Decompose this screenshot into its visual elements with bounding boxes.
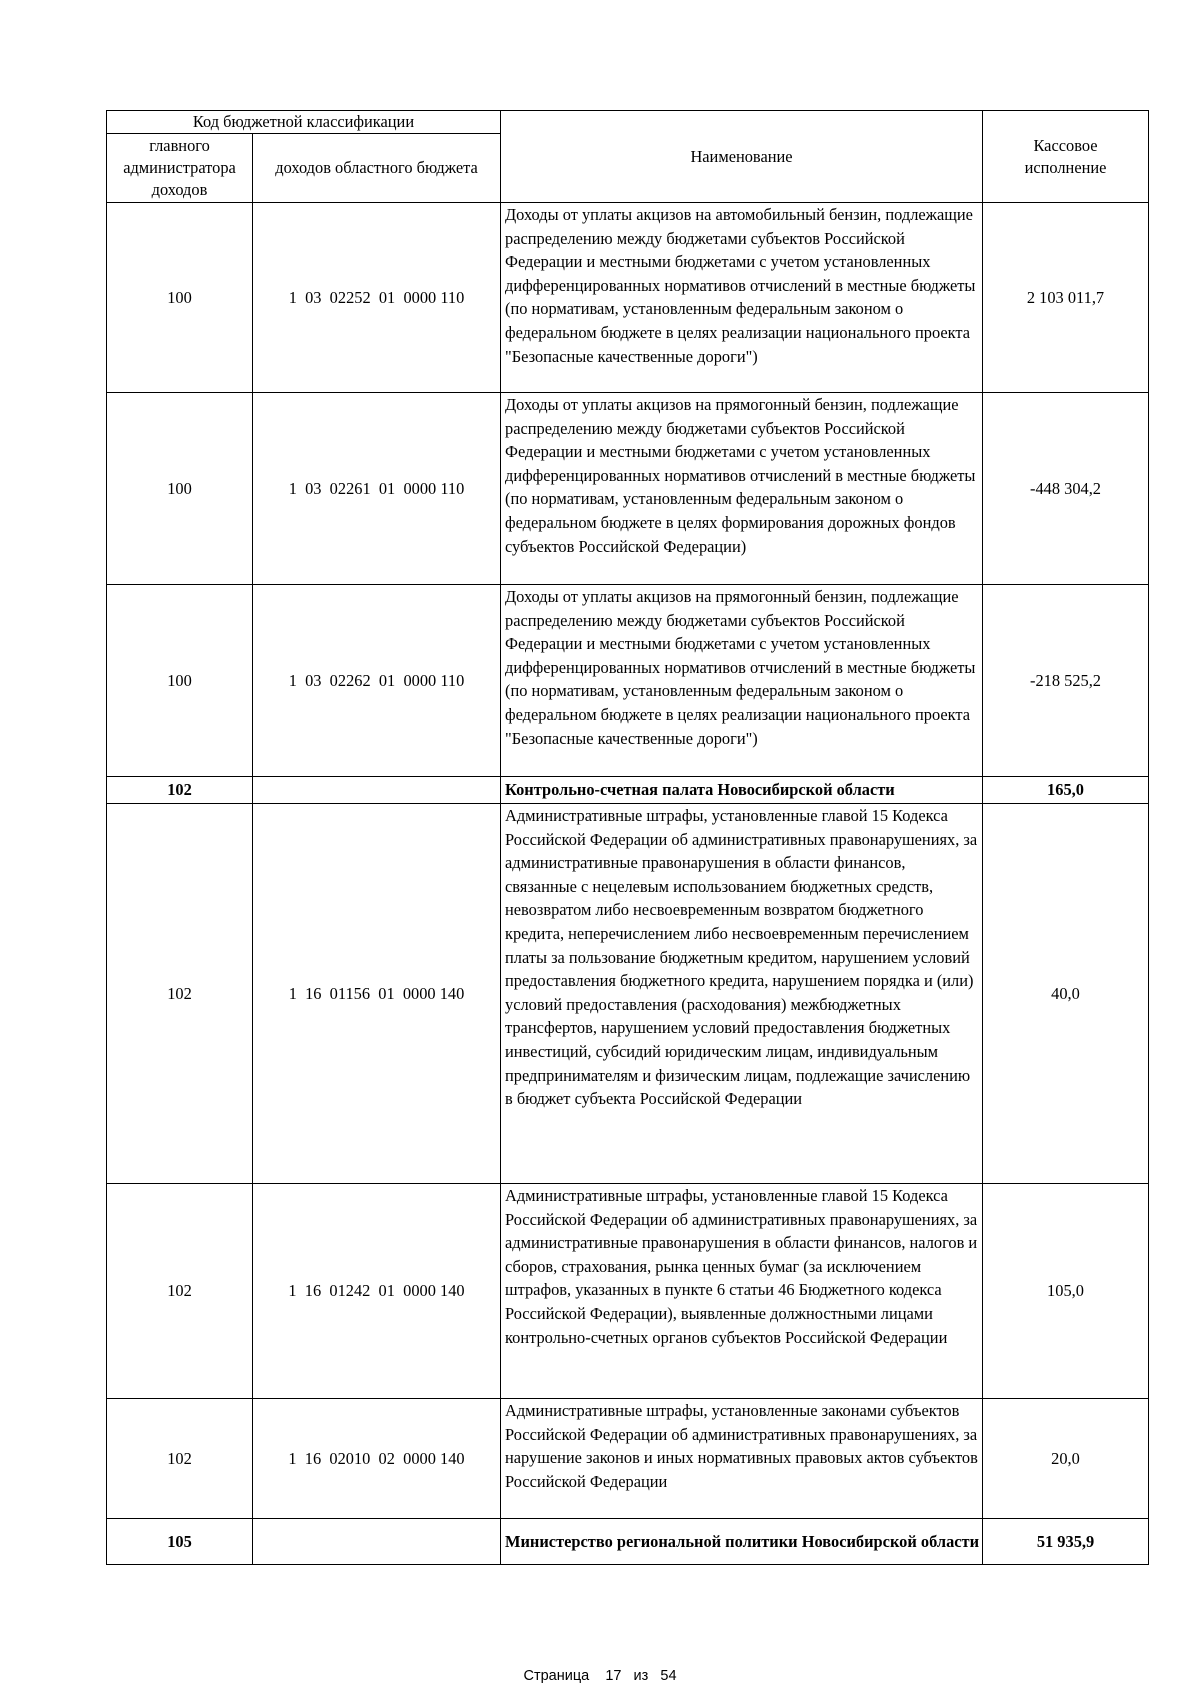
administrator-name-cell: Контрольно-счетная палата Новосибирской области — [501, 777, 983, 804]
header-budget-classification-code: Код бюджетной классификации — [107, 111, 501, 134]
amount-cell: 2 103 011,7 — [983, 203, 1149, 393]
header-cash-execution: Кассовое исполнение — [983, 111, 1149, 203]
page-of-label: из — [633, 1668, 649, 1684]
page-label: Страница — [523, 1668, 590, 1684]
amount-cell: -218 525,2 — [983, 585, 1149, 777]
amount-cell: 105,0 — [983, 1184, 1149, 1399]
income-code-cell: 1 16 01156 01 0000 140 — [253, 804, 501, 1184]
admin-code-cell: 102 — [107, 1184, 253, 1399]
income-code-cell — [253, 777, 501, 804]
admin-code-cell: 102 — [107, 777, 253, 804]
page-number: 17 — [605, 1668, 622, 1684]
amount-cell: -448 304,2 — [983, 393, 1149, 585]
amount-cell: 20,0 — [983, 1399, 1149, 1519]
income-code-cell: 1 03 02261 01 0000 110 — [253, 393, 501, 585]
income-name-cell: Доходы от уплаты акцизов на прямогонный бензин, подлежащие распределению между бюджетами субъектов Российской Федерации и местными бюджетами с учетом установленных дифференцированных нормативов отчислений в местные бюджеты (по нормативам, установленным федеральным законом о федеральном бюджете в целях формирования дорожных фондов субъектов Российской Федерации) — [501, 393, 983, 585]
admin-code-cell: 102 — [107, 1399, 253, 1519]
income-code-cell: 1 16 02010 02 0000 140 — [253, 1399, 501, 1519]
header-row-top — [107, 111, 1149, 134]
income-code-cell: 1 03 02262 01 0000 110 — [253, 585, 501, 777]
admin-code-cell: 100 — [107, 203, 253, 393]
table-row — [107, 1184, 1149, 1399]
page-footer — [0, 1668, 1200, 1684]
income-name-cell: Административные штрафы, установленные главой 15 Кодекса Российской Федерации об административных правонарушениях, за административные правонарушения в области финансов, налогов и сборов, страхования, рынка ценных бумаг (за исключением штрафов, указанных в пункте 6 статьи 46 Бюджетного кодекса Российской Федерации), выявленные должностными лицами контрольно-счетных органов субъектов Российской Федерации — [501, 1184, 983, 1399]
table-row — [107, 585, 1149, 777]
income-name-cell: Доходы от уплаты акцизов на автомобильный бензин, подлежащие распределению между бюджетами субъектов Российской Федерации и местными бюджетами с учетом установленных дифференцированных нормативов отчислений в местные бюджеты (по нормативам, установленным федеральным законом о федеральном бюджете в целях реализации национального проекта "Безопасные качественные дороги") — [501, 203, 983, 393]
table-row — [107, 1399, 1149, 1519]
header-chief-administrator: главного администратора доходов — [107, 134, 253, 203]
page-total: 54 — [660, 1668, 677, 1684]
amount-cell: 51 935,9 — [983, 1519, 1149, 1565]
income-name-cell: Доходы от уплаты акцизов на прямогонный бензин, подлежащие распределению между бюджетами субъектов Российской Федерации и местными бюджетами с учетом установленных дифференцированных нормативов отчислений в местные бюджеты (по нормативам, установленным федеральным законом о федеральном бюджете в целях реализации национального проекта "Безопасные качественные дороги") — [501, 585, 983, 777]
amount-cell: 40,0 — [983, 804, 1149, 1184]
amount-cell: 165,0 — [983, 777, 1149, 804]
admin-code-cell: 100 — [107, 393, 253, 585]
table-row — [107, 203, 1149, 393]
budget-income-table — [106, 110, 1149, 1565]
income-name-cell: Административные штрафы, установленные главой 15 Кодекса Российской Федерации об административных правонарушениях, за административные правонарушения в области финансов, связанные с нецелевым использованием бюджетных средств, невозвратом либо несвоевременным возвратом бюджетного кредита, неперечислением либо несвоевременным перечислением платы за пользование бюджетным кредитом, нарушением условий предоставления бюджетного кредита, нарушением порядка и (или) условий предоставления (расходования) межбюджетных трансфертов, нарушением условий предоставления бюджетных инвестиций, субсидий юридическим лицам, индивидуальным предпринимателям и физическим лицам, подлежащие зачислению в бюджет субъекта Российской Федерации — [501, 804, 983, 1184]
table-row-administrator-total — [107, 777, 1149, 804]
header-regional-budget-income: доходов областного бюджета — [253, 134, 501, 203]
admin-code-cell: 102 — [107, 804, 253, 1184]
table-row — [107, 393, 1149, 585]
income-code-cell — [253, 1519, 501, 1565]
table-row-administrator-total — [107, 1519, 1149, 1565]
income-code-cell: 1 16 01242 01 0000 140 — [253, 1184, 501, 1399]
income-name-cell: Административные штрафы, установленные законами субъектов Российской Федерации об административных правонарушениях, за нарушение законов и иных нормативных правовых актов субъектов Российской Федерации — [501, 1399, 983, 1519]
admin-code-cell: 100 — [107, 585, 253, 777]
admin-code-cell: 105 — [107, 1519, 253, 1565]
income-code-cell: 1 03 02252 01 0000 110 — [253, 203, 501, 393]
table-row — [107, 804, 1149, 1184]
header-name: Наименование — [501, 111, 983, 203]
administrator-name-cell: Министерство региональной политики Новосибирской области — [501, 1519, 983, 1565]
